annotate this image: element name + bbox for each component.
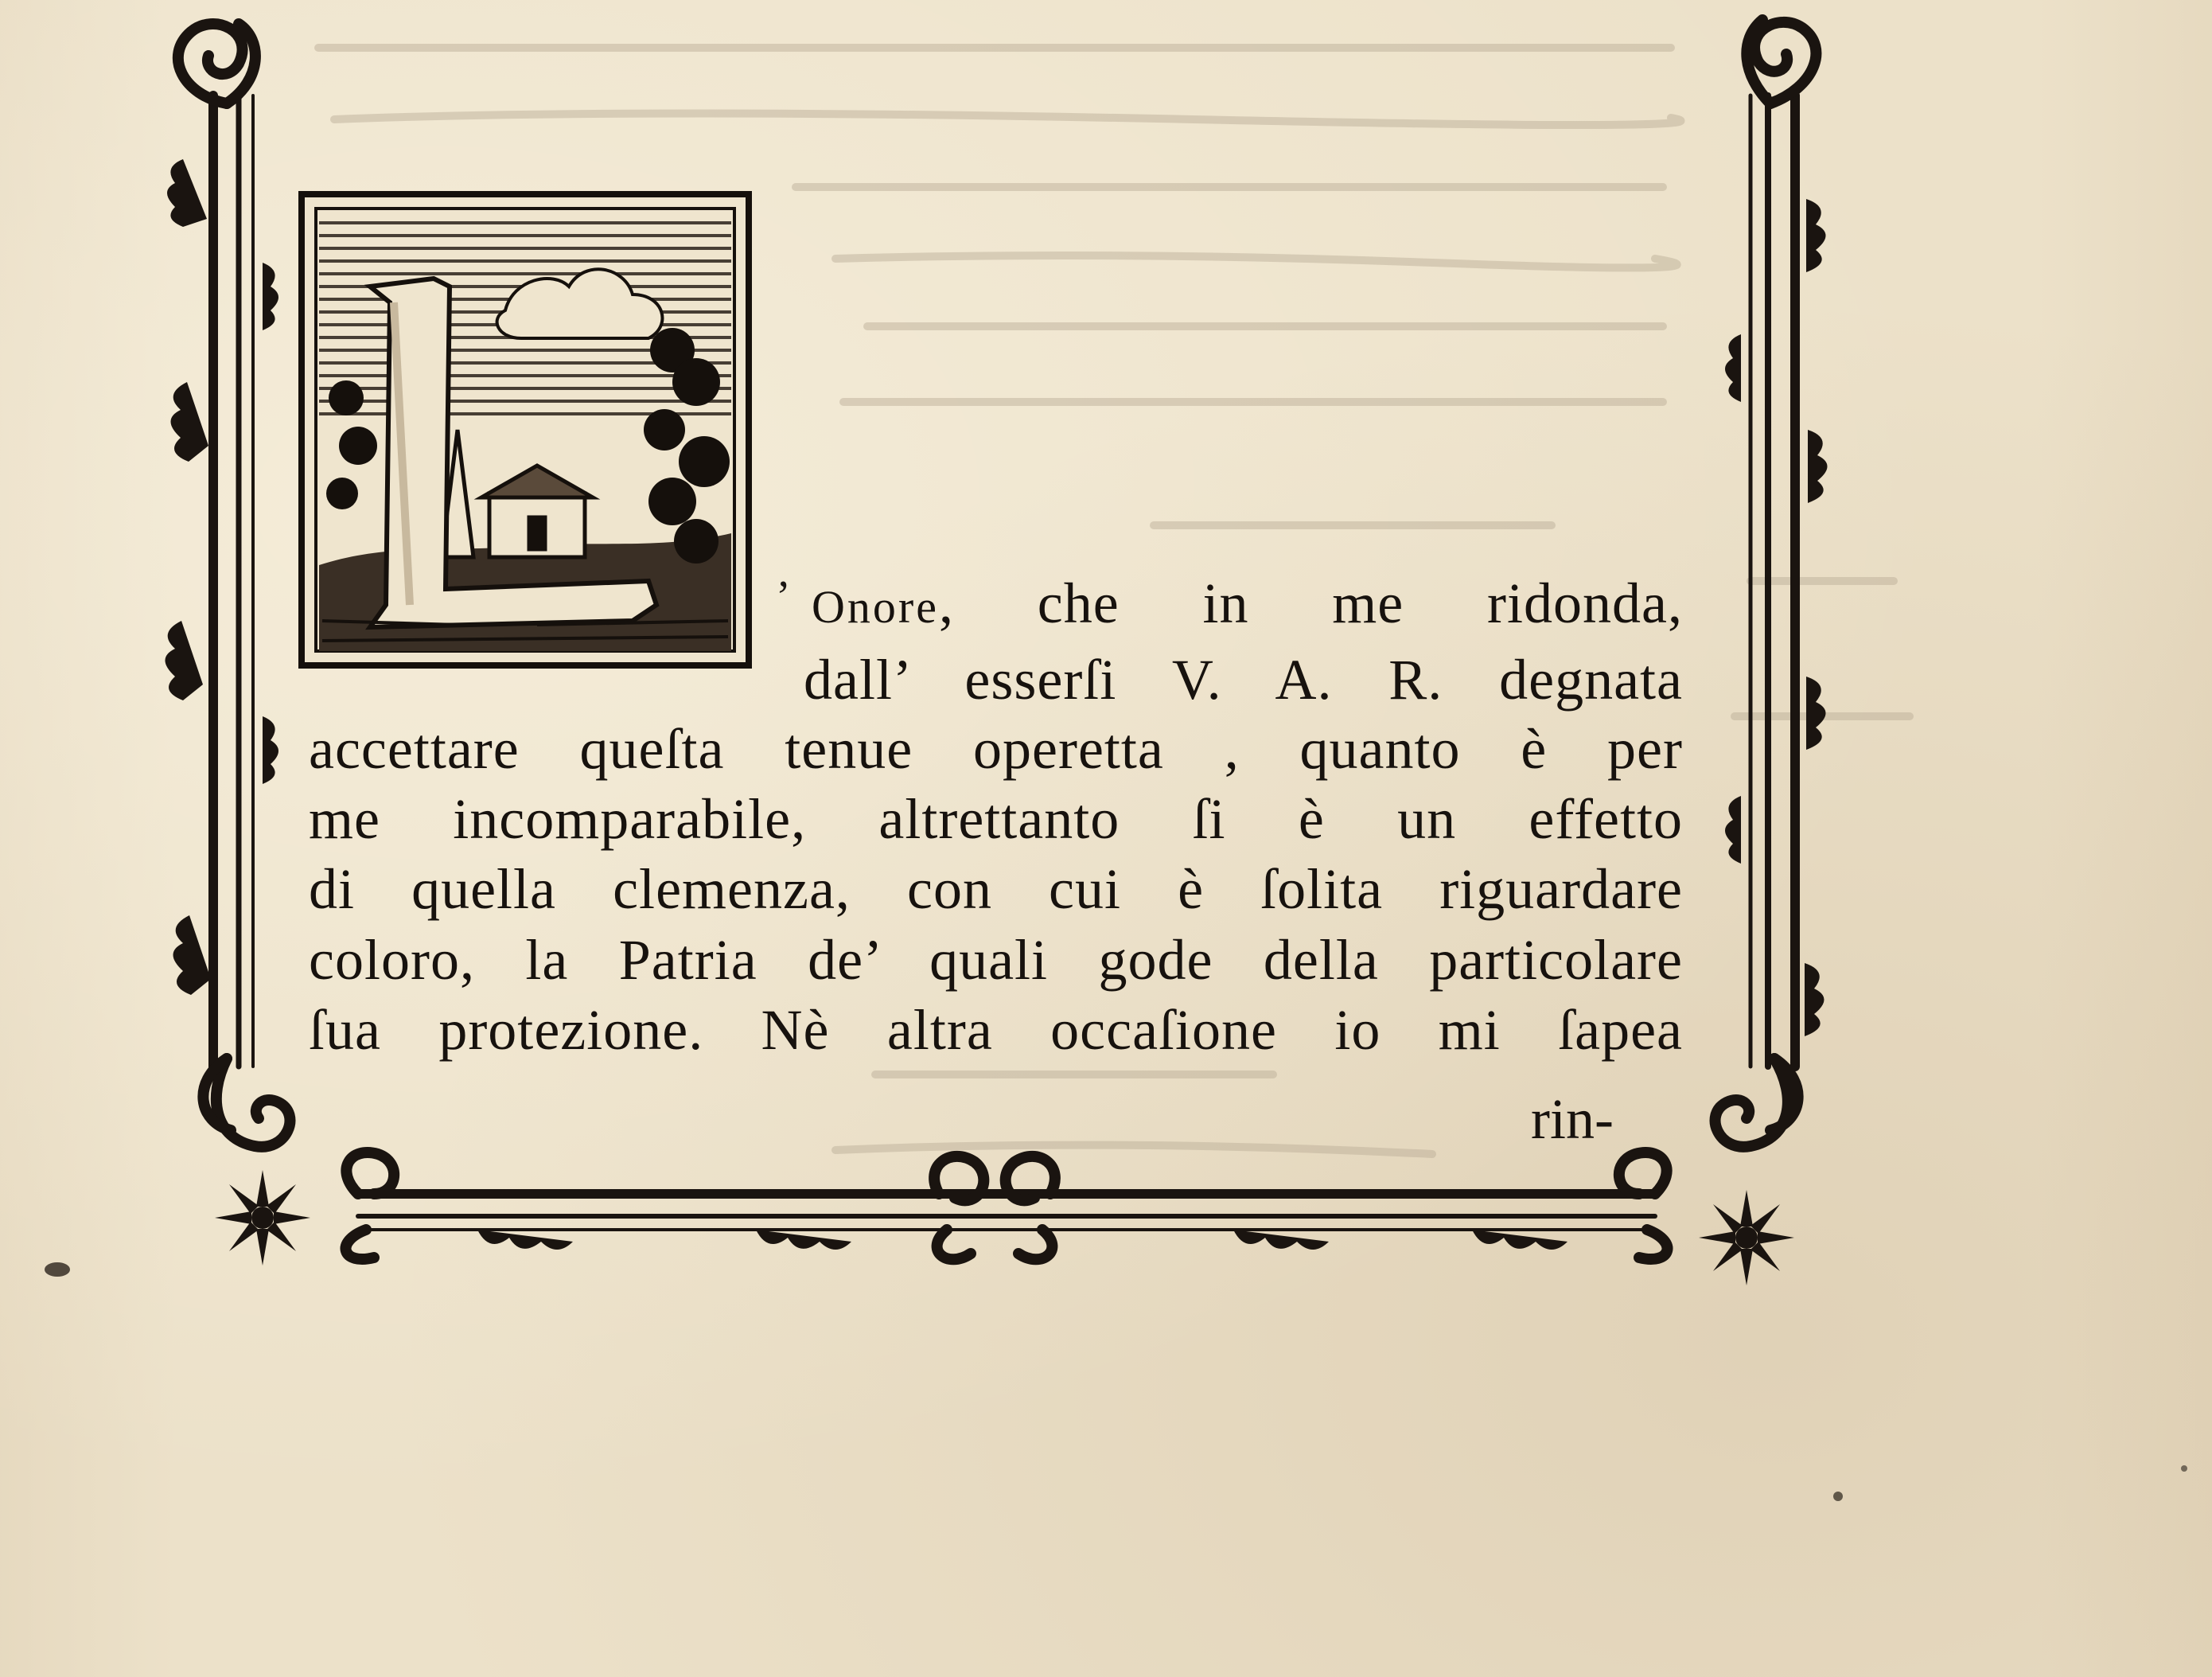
text-line-1-rest: , che in me ridonda, [938,571,1683,635]
scroll-bottom-center [934,1156,1055,1259]
scroll-top-left [178,24,255,103]
text-line-1 [812,571,1683,636]
initial-apostrophe: ’ [776,572,791,622]
text-line-5: di quella clemenza, con cui è ſolita riguardare [309,857,1683,921]
text-line-4: me incomparabile, altrettanto ſi è un effetto [309,787,1683,851]
left-foliage [166,159,279,995]
text-line-7: ſua protezione. Nè altra occaſione io mi ſapea [309,998,1683,1062]
starburst-rosette-right [1699,1190,1794,1285]
smallcaps-word: Onore [812,581,939,633]
right-foliage [1725,199,1828,1036]
scroll-bottom-right [1715,1059,1798,1147]
text-line-6: coloro, la Patria de’ quali gode della particolare [309,928,1683,992]
scroll-bottom-left-horizontal [346,1152,395,1259]
starburst-rosette-left [215,1170,310,1266]
text-line-2: dall’ esserſi V. A. R. degnata [804,648,1683,712]
scroll-bottom-left [203,1059,290,1147]
bottom-foliage [477,1230,1567,1250]
text-line-3: accettare queſta tenue operetta , quanto è per [309,717,1683,781]
woodcut-initial-L-landscape-icon [298,191,752,669]
scroll-bottom-right-horizontal [1619,1152,1668,1259]
catchword: rin- [1531,1087,1614,1151]
scroll-top-right [1747,20,1816,103]
